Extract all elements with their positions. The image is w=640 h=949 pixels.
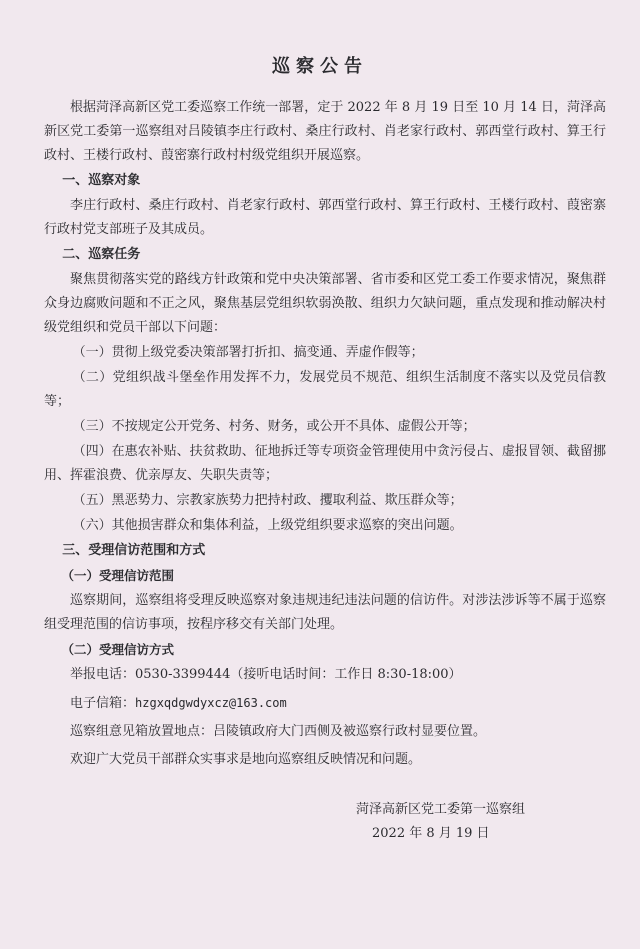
email-label: 电子信箱： <box>70 696 136 711</box>
signature-date: 2022 年 8 月 19 日 <box>372 826 490 841</box>
task-item: （一）贯彻上级党委决策部署打折扣、搞变通、弄虚作假等； <box>72 345 424 360</box>
phone-line: 举报电话：0530-3399444（接听电话时间：工作日 8:30-18:00） <box>70 667 462 682</box>
section-heading-targets: 一、巡察对象 <box>62 173 141 188</box>
task-item: （二）党组织战斗堡垒作用发挥不力，发展党员不规范、组织生活制度不落实以及党员信教等； <box>44 370 606 409</box>
tasks-paragraph: 聚焦贯彻落实党的路线方针政策和党中央决策部署、省市委和区党工委工作要求情况，聚焦群众身边腐败问题和不正之风，聚焦基层党组织软弱涣散、组织力欠缺问题，重点发现和推动解决村级党组织和党员干部以下问题： <box>44 272 606 335</box>
intro-paragraph: 根据菏泽高新区党工委巡察工作统一部署，定于 2022 年 8 月 19 日至 10 月 14 日，菏泽高新区党工委第一巡察组对吕陵镇李庄行政村、桑庄行政村、肖老家行政村、郭西堂行政村、算王行政村、王楼行政村、葭密寨行政村村级党组织开展巡察。 <box>44 100 606 163</box>
task-item: （五）黑恶势力、宗教家族势力把持村政、攫取利益、欺压群众等； <box>72 493 463 508</box>
section-heading-petitions: 三、受理信访范围和方式 <box>62 543 206 558</box>
email-line <box>44 691 606 716</box>
notice-body <box>44 96 606 776</box>
page-title: 巡察公告 <box>272 56 368 77</box>
targets-paragraph: 李庄行政村、桑庄行政村、肖老家行政村、郭西堂行政村、算王行政村、王楼行政村、葭密寨行政村党支部班子及其成员。 <box>44 198 606 237</box>
subheading-scope: （一）受理信访范围 <box>61 568 175 583</box>
subheading-methods: （二）受理信访方式 <box>61 642 175 657</box>
section-heading-tasks: 二、巡察任务 <box>62 247 141 262</box>
welcome-line: 欢迎广大党员干部群众实事求是地向巡察组反映情况和问题。 <box>70 752 422 767</box>
task-item: （四）在惠农补贴、扶贫救助、征地拆迁等专项资金管理使用中贪污侵占、虚报冒领、截留挪用、挥霍浪费、优亲厚友、失职失责等； <box>44 444 606 483</box>
signature-org: 菏泽高新区党工委第一巡察组 <box>356 802 526 817</box>
mailbox-line: 巡察组意见箱放置地点：吕陵镇政府大门西侧及被巡察行政村显要位置。 <box>70 724 487 739</box>
task-item: （六）其他损害群众和集体利益，上级党组织要求巡察的突出问题。 <box>72 518 463 533</box>
email-address: hzgxqdgwdyxcz@163.com <box>135 696 287 710</box>
scope-paragraph: 巡察期间，巡察组将受理反映巡察对象违规违纪违法问题的信访件。对涉法涉诉等不属于巡察组受理范围的信访事项，按程序移交有关部门处理。 <box>44 593 606 632</box>
task-item: （三）不按规定公开党务、村务、财务，或公开不具体、虚假公开等； <box>72 419 476 434</box>
